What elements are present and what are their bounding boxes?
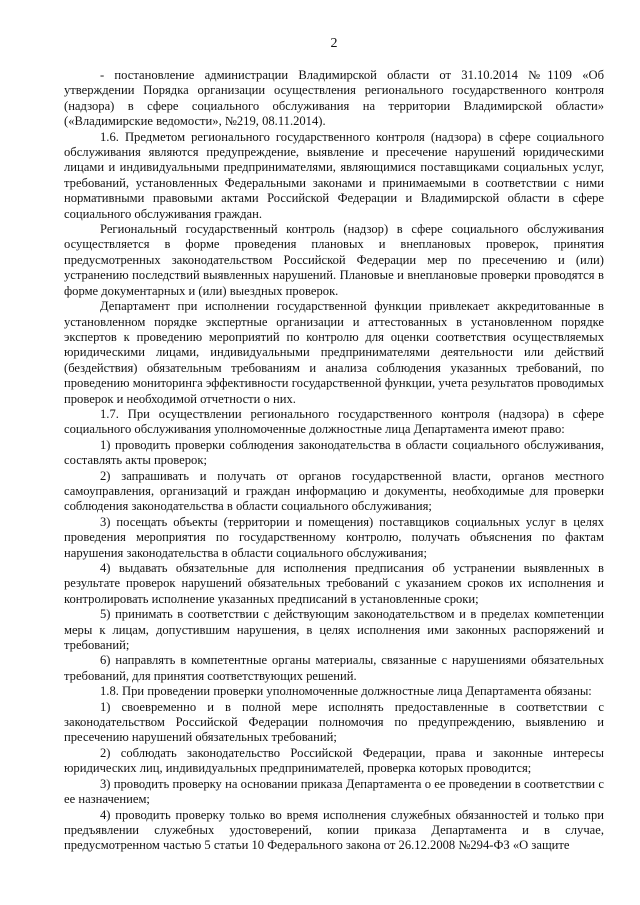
list-item-1-7-4: 4) выдавать обязательные для исполнения предписания об устранении выявленных в результате проверок нарушений обязательных требований с указанием сроков их исполнения и контролировать исполнение указанных предписаний в установленные сроки; [64,561,604,606]
paragraph-decree-reference: - постановление администрации Владимирской области от 31.10.2014 №1109 «Об утверждении Порядка организации осуществления регионального государственного контроля (надзора) в сфере социального обслуживания на территории Владимирской области» («Владимирские ведомости», №219, 08.11.2014). [64,68,604,129]
list-item-1-7-1: 1) проводить проверки соблюдения законодательства в области социального обслуживания, составлять акты проверок; [64,437,604,468]
list-item-1-8-3: 3) проводить проверку на основании приказа Департамента о ее проведении в соответствии с ее назначением; [64,776,604,807]
list-item-1-8-4: 4) проводить проверку только во время исполнения служебных обязанностей и только при предъявлении служебных удостоверений, копии приказа Департамента и в случае, предусмотренном частью 5 статьи 10 Федерального закона от 26.12.2008 №294-ФЗ «О защите [64,807,604,853]
list-item-1-8-1: 1) своевременно и в полной мере исполнять предоставленные в соответствии с законодательством Российской Федерации полномочия по предупреждению, выявлению и пресечению нарушений обязательных требований; [64,699,604,745]
list-item-1-7-5: 5) принимать в соответствии с действующим законодательством и в пределах компетенции меры к лицам, допустившим нарушения, в целях исполнения ими законных распоряжений и требований; [64,607,604,653]
paragraph-control-forms: Региональный государственный контроль (надзор) в сфере социального обслуживания осуществляется в форме проведения плановых и внеплановых проверок, принятия предусмотренных законодательством Российской Федерации мер по пресечению и (или) устранению последствий выявленных нарушений. Плановые и внеплановые проверки проводятся в форме документарных и (или) выездных проверок. [64,222,604,298]
document-body [64,68,604,854]
list-item-1-7-6: 6) направлять в компетентные органы материалы, связанные с нарушениями обязательных требований, для принятия соответствующих решений. [64,653,604,683]
paragraph-department-experts: Департамент при исполнении государственной функции привлекает аккредитованные в установленном порядке экспертные организации и аттестованных в установленном порядке экспертов к проведению мероприятий по контролю для оценки соответствия осуществляемых юридическими лицами, индивидуальными предпринимателями деятельности или действий (бездействия) обязательным требованиям и анализа соблюдения указанных требований, по проведению мониторинга эффективности государственной функции, учета результатов проводимых проверок и необходимой отчетности о них. [64,299,604,406]
paragraph-1-7: 1.7. При осуществлении регионального государственного контроля (надзора) в сфере социального обслуживания уполномоченные должностные лица Департамента имеют право: [64,406,604,437]
list-item-1-7-2: 2) запрашивать и получать от органов государственной власти, органов местного самоуправления, организаций и граждан информацию и документы, необходимые для проверки соблюдения законодательства в области социального обслуживания; [64,468,604,514]
paragraph-1-8: 1.8. При проведении проверки уполномоченные должностные лица Департамента обязаны: [100,684,592,699]
list-item-1-7-3: 3) посещать объекты (территории и помещения) поставщиков социальных услуг в целях проведения мероприятия по государственному контролю, получать объяснения по фактам нарушения законодательства в области социального обслуживания; [64,514,604,560]
list-item-1-8-2: 2) соблюдать законодательство Российской Федерации, права и законные интересы юридических лиц, индивидуальных предпринимателей, проверка которых проводится; [64,745,604,776]
paragraph-1-6: 1.6. Предметом регионального государственного контроля (надзора) в сфере социального обслуживания являются предупреждение, выявление и пресечение нарушений юридическими лицами и индивидуальными предпринимателями, являющимися поставщиками социальных услуг, требований, установленных Федеральными законами и принимаемыми в соответствии с ними нормативными правовыми актами Российской Федерации и Владимирской области в сфере социального обслуживания граждан. [64,129,604,221]
page-number: 2 [330,36,338,51]
